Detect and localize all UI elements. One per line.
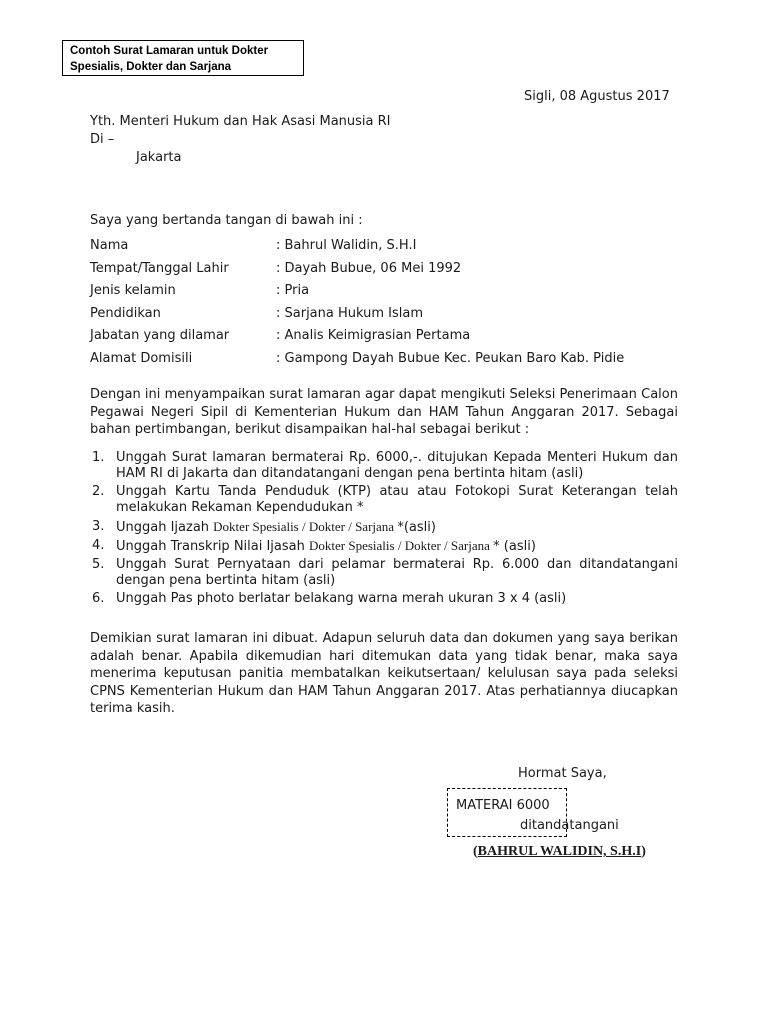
signed-note: ditandatangani <box>520 818 619 833</box>
requirement-number: 4. <box>92 537 105 553</box>
identity-value: : Analis Keimigrasian Pertama <box>276 328 471 343</box>
requirement-text-pre: Unggah Ijazah <box>116 519 214 535</box>
identity-label: Alamat Domisili <box>90 350 193 366</box>
requirement-text <box>116 538 678 555</box>
identity-label: Jabatan yang dilamar <box>90 328 230 343</box>
requirement-text-post: *(asli) <box>397 519 436 535</box>
identity-row-birth <box>90 260 624 283</box>
addressee-line-2: Di – <box>90 132 115 147</box>
requirement-item <box>92 519 678 536</box>
requirement-text <box>116 519 678 536</box>
closing-salutation: Hormat Saya, <box>518 766 607 781</box>
requirement-degree-options: Dokter Spesialis / Dokter / Sarjana <box>309 537 494 553</box>
identity-label: Tempat/Tanggal Lahir <box>90 260 229 276</box>
requirement-item <box>92 538 678 555</box>
closing-paragraph: Demikian surat lamaran ini dibuat. Adapun seluruh data dan dokumen yang saya berikan adalah benar. Apabila dikemudian hari ditemukan data yang tidak benar, maka saya menerima keputusan panitia membatalkan keikutsertaan/ kelulusan saya pada seleksi CPNS Kementerian Hukum dan HAM Tahun Anggaran 2017. Atas perhatiannya diucapkan terima kasih. <box>90 631 678 716</box>
template-label-line-1: Contoh Surat Lamaran untuk Dokter <box>70 45 269 57</box>
requirement-number: 1. <box>92 450 105 465</box>
requirement-item <box>92 557 678 589</box>
identity-label: Nama <box>90 238 129 253</box>
signer-close-paren: ) <box>641 844 646 859</box>
identity-label: Pendidikan <box>90 305 161 321</box>
identity-table <box>90 237 624 372</box>
template-label-box <box>62 40 304 76</box>
identity-row-position <box>90 327 624 350</box>
requirement-text-post: * (asli) <box>493 538 536 554</box>
requirements-list <box>92 450 678 610</box>
requirement-number: 6. <box>92 591 105 607</box>
requirement-item <box>92 591 678 607</box>
requirement-number: 5. <box>92 557 105 573</box>
requirement-text: Unggah Pas photo berlatar belakang warna merah ukuran 3 x 4 (asli) <box>116 591 567 607</box>
letter-date: Sigli, 08 Agustus 2017 <box>524 89 670 104</box>
identity-value: : Pria <box>276 283 310 298</box>
identity-row-education <box>90 305 624 328</box>
template-label-line-2: Spesialis, Dokter dan Sarjana <box>70 61 232 73</box>
signer-open-paren: ( <box>473 844 478 859</box>
requirement-text-pre: Unggah Transkrip Nilai Ijasah <box>116 538 310 554</box>
addressee-line-1: Yth. Menteri Hukum dan Hak Asasi Manusia RI <box>90 114 391 129</box>
purpose-paragraph: Dengan ini menyampaikan surat lamaran agar dapat mengikuti Seleksi Penerimaan Calon Pegawai Negeri Sipil di Kementerian Hukum dan HAM Tahun Anggaran 2017. Sebagai bahan pertimbangan, berikut disampaikan hal-hal sebagai berikut : <box>90 387 678 437</box>
requirement-number: 2. <box>92 484 105 500</box>
identity-label: Jenis kelamin <box>90 283 176 298</box>
addressee-city: Jakarta <box>136 150 182 165</box>
identity-row-gender <box>90 282 624 305</box>
requirement-text: Unggah Surat Pernyataan dari pelamar bermaterai Rp. 6.000 dan ditandatangani dengan pena bertinta hitam (asli) <box>116 557 678 589</box>
identity-value: : Bahrul Walidin, S.H.I <box>276 238 417 253</box>
identity-value: : Gampong Dayah Bubue Kec. Peukan Baro Kab. Pidie <box>276 350 625 366</box>
addressee-block <box>90 113 391 167</box>
identity-value: : Sarjana Hukum Islam <box>276 305 424 321</box>
requirement-number: 3. <box>92 518 105 534</box>
intro-sentence: Saya yang bertanda tangan di bawah ini : <box>90 213 363 228</box>
requirement-degree-options: Dokter Spesialis / Dokter / Sarjana <box>213 518 398 534</box>
signer-name: BAHRUL WALIDIN, S.H.I <box>477 844 642 859</box>
requirement-text: Unggah Kartu Tanda Penduduk (KTP) atau atau Fotokopi Surat Keterangan telah melakukan Rekaman Kependudukan * <box>116 484 678 516</box>
requirement-text: Unggah Surat lamaran bermaterai Rp. 6000,-. ditujukan Kepada Menteri Hukum dan HAM RI di Jakarta dan ditandatangani dengan pena bertinta hitam (asli) <box>116 450 678 481</box>
identity-row-address <box>90 350 624 373</box>
requirement-item <box>92 484 678 516</box>
stamp-label: MATERAI 6000 <box>456 798 550 813</box>
identity-row-name <box>90 237 624 260</box>
signer-name-block <box>473 843 646 861</box>
identity-value: : Dayah Bubue, 06 Mei 1992 <box>276 260 462 276</box>
requirement-item <box>92 450 678 482</box>
